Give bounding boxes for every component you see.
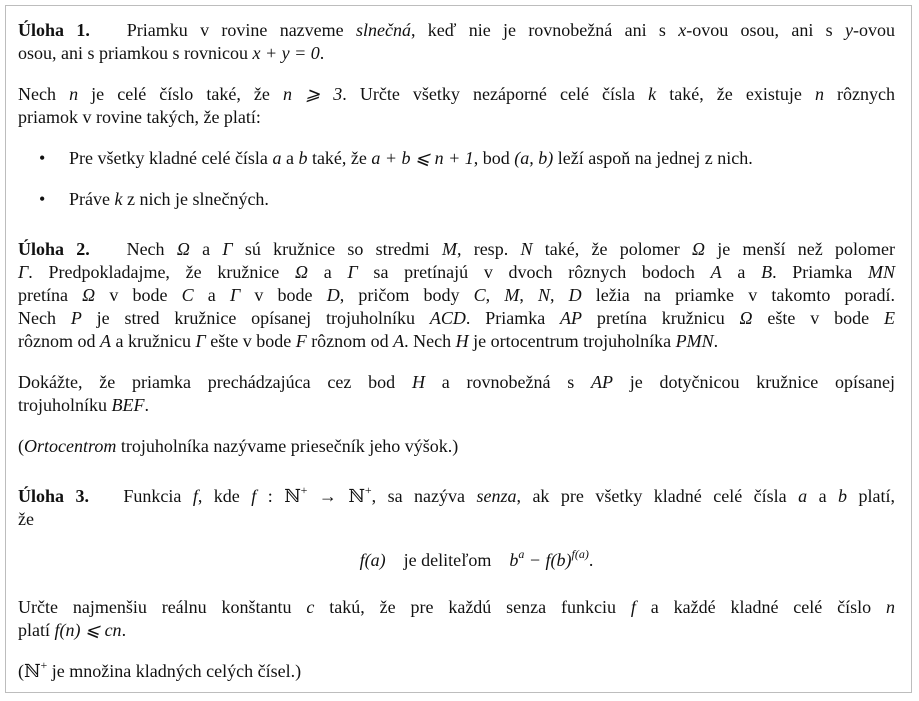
paragraph	[18, 485, 895, 531]
text-line	[18, 485, 895, 508]
superscript: +	[364, 483, 372, 497]
text-line	[18, 19, 895, 42]
math-expression: n	[69, 84, 79, 104]
text: .	[144, 395, 149, 415]
math-expression: f	[192, 486, 198, 506]
math-expression: Ω	[82, 285, 96, 305]
math-expression: Γ	[195, 331, 206, 351]
text-line	[69, 188, 895, 211]
text: leží aspoň na jednej z nich.	[553, 148, 753, 168]
emphasis: senza	[476, 486, 517, 506]
math-expression: AP	[590, 372, 613, 392]
math-expression: Γ	[18, 262, 29, 282]
text: platí,	[847, 486, 896, 506]
math-expression: b	[509, 550, 519, 570]
text: . Nech	[404, 331, 456, 351]
text: Pre všetky kladné celé čísla	[69, 148, 273, 168]
text: sa pretínajú v dvoch rôznych bodoch	[357, 262, 711, 282]
text: ,	[519, 285, 538, 305]
math-expression: Ω	[691, 239, 705, 259]
bullet-icon: •	[39, 148, 46, 168]
text: pretína	[18, 285, 83, 305]
math-expression: n	[886, 597, 895, 617]
text-line	[18, 371, 895, 394]
math-expression: C	[473, 285, 486, 305]
math-expression: − f(b)	[524, 550, 572, 570]
bullet-icon: •	[39, 189, 46, 209]
math-expression: H	[455, 331, 469, 351]
display-formula	[18, 549, 895, 572]
math-expression: M	[504, 285, 520, 305]
text: rôznom od	[306, 331, 394, 351]
text: .	[121, 620, 127, 640]
text: pretína kružnicu	[582, 308, 740, 328]
text: (	[18, 436, 24, 456]
text: . Určte všetky nezáporné celé čísla	[342, 84, 649, 104]
text: .	[588, 550, 594, 570]
problem-heading: Úloha 3.	[18, 486, 89, 506]
text-line	[18, 549, 895, 572]
text: ešte v bode	[205, 331, 296, 351]
text-line	[18, 435, 895, 458]
text: Funkcia	[88, 486, 193, 506]
math-expression: Ω	[739, 308, 753, 328]
text: platí	[18, 620, 55, 640]
text: a	[193, 285, 230, 305]
text-line	[18, 307, 895, 330]
text-line	[18, 42, 895, 65]
text: rôznych	[823, 84, 895, 104]
text: je ortocentrum trojuholníka	[468, 331, 676, 351]
text: Nech	[89, 239, 177, 259]
text: , keď nie je rovnobežná ani s	[410, 20, 679, 40]
text: ,	[485, 285, 505, 305]
text: : ℕ	[256, 486, 301, 506]
problem-2	[18, 238, 895, 458]
emphasis: slnečná	[355, 20, 411, 40]
text: osou, ani s priamkou s rovnicou	[18, 43, 253, 63]
superscript: +	[300, 483, 308, 497]
text-line	[69, 147, 895, 170]
text-line	[18, 284, 895, 307]
problem-heading: Úloha 2.	[18, 239, 90, 259]
text: Priamku v rovine nazveme	[89, 20, 356, 40]
math-expression: E	[883, 308, 895, 328]
text-line	[18, 660, 895, 683]
math-expression: (a, b)	[514, 148, 554, 168]
text: je množina kladných celých čísel.)	[47, 661, 302, 681]
text: , bod	[473, 148, 515, 168]
text: .	[319, 43, 325, 63]
superscript: f(a)	[571, 547, 589, 561]
text: Určte najmenšiu reálnu konštantu	[18, 597, 307, 617]
math-expression: N	[537, 285, 550, 305]
text: také, že polomer	[532, 239, 692, 259]
text: → ℕ	[307, 486, 365, 506]
text-line	[18, 596, 895, 619]
math-expression: BEF	[111, 395, 145, 415]
text: , kde	[197, 486, 252, 506]
math-expression: P	[70, 308, 82, 328]
text: , sa nazýva	[371, 486, 477, 506]
text: takú, že pre každú senza funkciu	[314, 597, 631, 617]
math-expression: k	[648, 84, 657, 104]
text: a	[721, 262, 762, 282]
math-expression: Γ	[229, 285, 241, 305]
paragraph	[18, 596, 895, 642]
text: sú kružnice so stredmi	[232, 239, 442, 259]
text: Práve	[69, 189, 115, 209]
text: Nech	[18, 308, 71, 328]
text: v bode	[95, 285, 182, 305]
text: -ovou	[852, 20, 895, 40]
math-expression: M	[441, 239, 457, 259]
paragraph	[18, 238, 895, 353]
text: v bode	[240, 285, 327, 305]
text: a každé kladné celé číslo	[635, 597, 886, 617]
math-expression: k	[114, 189, 123, 209]
text: a	[308, 262, 348, 282]
paragraph	[18, 371, 895, 417]
text: (ℕ	[18, 661, 41, 681]
text: je stred kružnice opísanej trojuholníku	[81, 308, 430, 328]
text: a	[189, 239, 223, 259]
text: , resp.	[456, 239, 521, 259]
math-expression: N	[520, 239, 533, 259]
text: -ovou osou, ani s	[686, 20, 845, 40]
text-line	[18, 261, 895, 284]
text: priamok v rovine takých, že platí:	[18, 107, 261, 127]
superscript: a	[518, 547, 525, 561]
text-line	[18, 508, 895, 531]
text: je celé číslo také, že	[78, 84, 283, 104]
math-expression: a + b ⩽ n + 1	[371, 148, 474, 168]
math-expression: Γ	[347, 262, 358, 282]
math-expression: n ⩾ 3	[282, 84, 343, 104]
text: . Predpokladajme, že kružnice	[28, 262, 296, 282]
math-expression: a	[798, 486, 808, 506]
text-line	[18, 238, 895, 261]
text: je dotyčnicou kružnice opísanej	[612, 372, 895, 392]
text-line	[18, 619, 895, 642]
math-expression: AP	[560, 308, 583, 328]
math-expression: f	[251, 486, 257, 506]
math-expression: Ω	[295, 262, 309, 282]
text: trojuholníku	[18, 395, 112, 415]
text: že	[18, 509, 34, 529]
text: také, že existuje	[656, 84, 815, 104]
math-expression: MN	[867, 262, 895, 282]
math-expression: A	[99, 331, 111, 351]
problem-sheet	[5, 5, 912, 693]
math-expression: c	[306, 597, 315, 617]
text: a	[807, 486, 839, 506]
math-expression: a	[272, 148, 282, 168]
math-expression: H	[411, 372, 425, 392]
math-expression: Γ	[222, 239, 233, 259]
problem-1	[18, 19, 895, 211]
text: z nich je slnečných.	[122, 189, 269, 209]
math-expression: f(a)	[359, 550, 386, 570]
text: a kružnicu	[110, 331, 196, 351]
paragraph	[18, 83, 895, 129]
text: je menší než polomer	[705, 239, 896, 259]
text: ležia na priamke v takomto poradí.	[581, 285, 895, 305]
math-expression: f(n) ⩽ cn	[54, 620, 122, 640]
text: Dokážte, že priamka prechádzajúca cez bod	[18, 372, 412, 392]
text: . Priamka	[465, 308, 561, 328]
math-expression: PMN	[675, 331, 714, 351]
text: Nech	[18, 84, 70, 104]
paragraph	[18, 19, 895, 65]
text: , ak pre všetky kladné celé čísla	[516, 486, 799, 506]
math-expression: A	[393, 331, 405, 351]
text: a	[281, 148, 299, 168]
math-expression: D	[326, 285, 340, 305]
text-line	[18, 106, 895, 129]
math-expression: x	[678, 20, 687, 40]
math-expression: ACD	[429, 308, 466, 328]
text: ešte v bode	[752, 308, 884, 328]
math-expression: b	[838, 486, 848, 506]
math-expression: A	[710, 262, 722, 282]
math-expression: B	[761, 262, 773, 282]
math-expression: b	[298, 148, 308, 168]
text: . Priamka	[772, 262, 868, 282]
text-line	[18, 330, 895, 353]
math-expression: Ω	[176, 239, 190, 259]
paragraph	[18, 435, 895, 458]
problem-heading: Úloha 1.	[18, 20, 90, 40]
text: a rovnobežná s	[424, 372, 591, 392]
math-expression: y	[844, 20, 853, 40]
text-line	[18, 83, 895, 106]
superscript: +	[40, 658, 48, 672]
math-expression: f	[630, 597, 636, 617]
text: rôznom od	[18, 331, 100, 351]
emphasis: Ortocentrom	[24, 436, 117, 456]
text: , pričom body	[339, 285, 474, 305]
math-expression: D	[568, 285, 582, 305]
text: trojuholníka nazývame priesečník jeho výšok.)	[116, 436, 459, 456]
math-expression: x + y = 0	[252, 43, 320, 63]
bullet-item	[18, 147, 895, 170]
paragraph	[18, 660, 895, 683]
text: .	[713, 331, 719, 351]
problem-3	[18, 485, 895, 683]
math-expression: F	[295, 331, 307, 351]
bullet-item	[18, 188, 895, 211]
text: také, že	[307, 148, 372, 168]
math-expression: n	[814, 84, 824, 104]
text: je deliteľom	[385, 550, 510, 570]
math-expression: C	[181, 285, 194, 305]
text: ,	[549, 285, 569, 305]
text-line	[18, 394, 895, 417]
